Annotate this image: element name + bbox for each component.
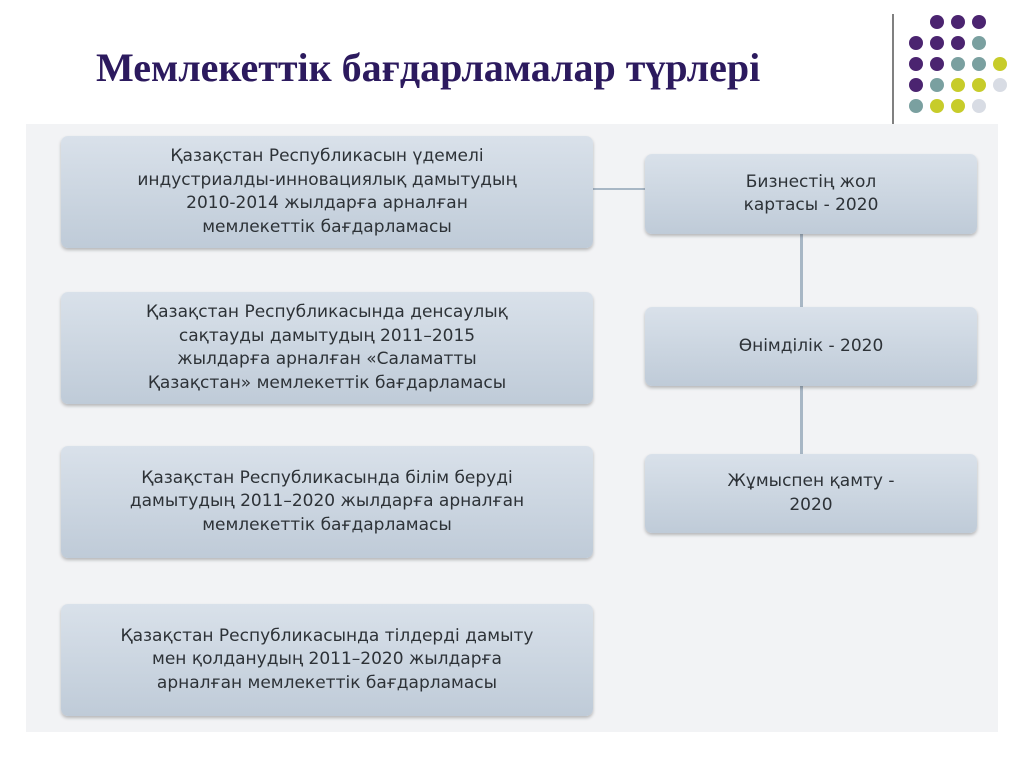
program-box-productivity — [645, 307, 977, 386]
program-text-education: Қазақстан Республикасында білім беруді дамытудың 2011–2020 жылдарға арналған мемлекеттік бағдарламасы — [129, 467, 525, 535]
program-box-industrial — [61, 136, 593, 248]
program-text-industrial: Қазақстан Республикасын үдемелі индустриалды-инновациялық дамытудың 2010-2014 жылдарға арналған мемлекеттік бағдарламасы — [137, 146, 517, 237]
decorative-dot — [972, 78, 986, 92]
connector-line-horizontal — [593, 188, 645, 190]
decorative-dot — [909, 36, 923, 50]
program-text-business-roadmap: Бизнестің жол картасы - 2020 — [743, 171, 879, 215]
slide-title: Мемлекеттік бағдарламалар түрлері — [96, 45, 761, 90]
program-text-productivity: Өнімділік - 2020 — [738, 335, 884, 356]
program-box-employment — [645, 454, 977, 533]
decorative-dot — [972, 57, 986, 71]
decorative-dot — [972, 15, 986, 29]
program-text-employment: Жұмыспен қамту - 2020 — [727, 471, 895, 515]
decorative-dot — [951, 99, 965, 113]
decorative-dot — [930, 57, 944, 71]
diagram-panel — [26, 124, 998, 732]
decorative-dot — [909, 99, 923, 113]
decorative-dot — [930, 99, 944, 113]
title-divider — [892, 14, 894, 126]
decorative-dot — [993, 57, 1007, 71]
program-box-languages — [61, 604, 593, 716]
program-box-health — [61, 292, 593, 404]
connector-line-vertical-2 — [800, 386, 803, 454]
program-text-languages: Қазақстан Республикасында тілдерді дамыту мен қолданудың 2011–2020 жылдарға арналған мемлекеттік бағдарламасы — [120, 625, 534, 693]
decorative-dot — [951, 15, 965, 29]
decorative-dot — [972, 36, 986, 50]
decorative-dot — [909, 78, 923, 92]
connector-line-vertical-1 — [800, 234, 803, 307]
program-text-health: Қазақстан Республикасында денсаулық сақтауды дамытудың 2011–2015 жылдарға арналған «Саламатты Қазақстан» мемлекеттік бағдарламасы — [146, 302, 508, 393]
decorative-dot — [972, 99, 986, 113]
program-box-business-roadmap — [645, 154, 977, 234]
decorative-dot — [993, 78, 1007, 92]
decorative-dot — [951, 36, 965, 50]
decorative-dots — [906, 12, 1018, 124]
decorative-dot — [951, 57, 965, 71]
decorative-dot — [930, 36, 944, 50]
decorative-dot — [951, 78, 965, 92]
program-box-education — [61, 446, 593, 558]
decorative-dot — [930, 15, 944, 29]
decorative-dot — [909, 57, 923, 71]
decorative-dot — [930, 78, 944, 92]
